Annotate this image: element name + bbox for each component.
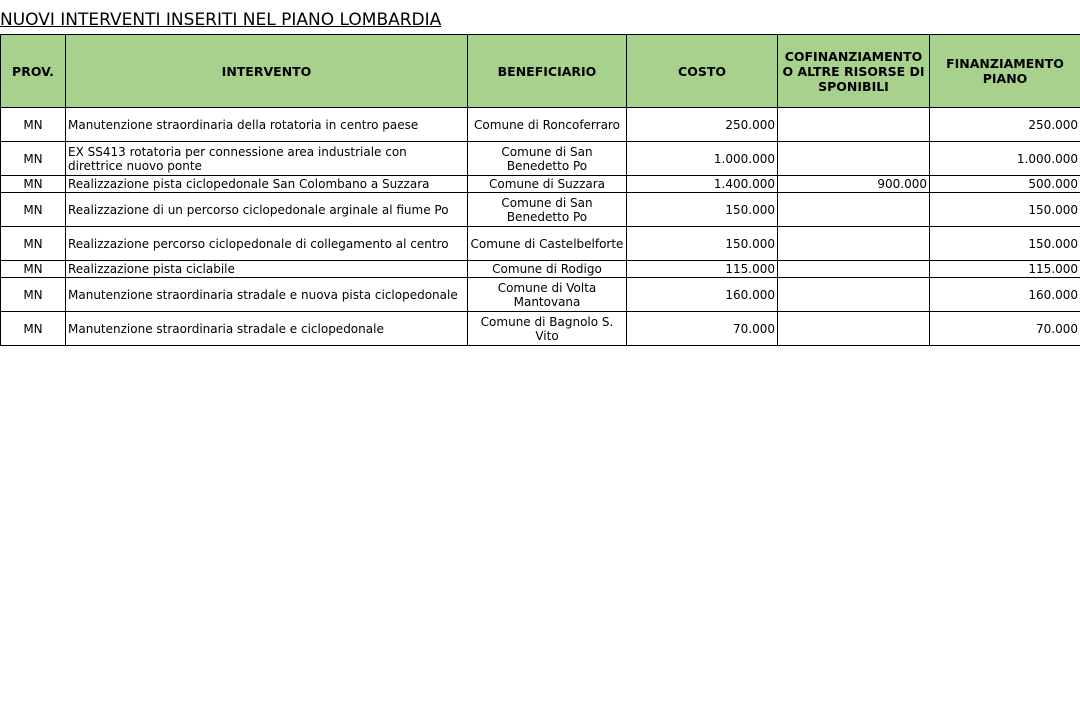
cell-beneficiario: Comune di Castelbelforte — [468, 227, 627, 261]
cell-beneficiario: Comune di Roncoferraro — [468, 108, 627, 142]
cell-beneficiario: Comune di Suzzara — [468, 176, 627, 193]
cell-finanziamento: 1.000.000 — [930, 142, 1080, 176]
cell-finanziamento: 150.000 — [930, 193, 1080, 227]
cell-intervento: Manutenzione straordinaria della rotatoria in centro paese — [66, 108, 468, 142]
cell-prov: MN — [1, 142, 66, 176]
cell-prov: MN — [1, 312, 66, 346]
cell-finanziamento: 160.000 — [930, 278, 1080, 312]
cell-finanziamento: 150.000 — [930, 227, 1080, 261]
cell-intervento: EX SS413 rotatoria per connessione area industriale con direttrice nuovo ponte — [66, 142, 468, 176]
cell-cofinanziamento — [778, 193, 930, 227]
table-row — [1, 142, 1080, 176]
header-intervento: INTERVENTO — [66, 35, 468, 108]
cell-cofinanziamento — [778, 108, 930, 142]
cell-beneficiario: Comune di Bagnolo S. Vito — [468, 312, 627, 346]
cell-cofinanziamento: 900.000 — [778, 176, 930, 193]
page-title: NUOVI INTERVENTI INSERITI NEL PIANO LOMBARDIA — [0, 10, 442, 30]
cell-finanziamento: 250.000 — [930, 108, 1080, 142]
table-row — [1, 176, 1080, 193]
cell-intervento: Realizzazione pista ciclabile — [66, 261, 468, 278]
table-row — [1, 108, 1080, 142]
cell-costo: 160.000 — [627, 278, 778, 312]
cell-cofinanziamento — [778, 261, 930, 278]
table-header-row — [1, 35, 1080, 108]
header-beneficiario: BENEFICIARIO — [468, 35, 627, 108]
cell-prov: MN — [1, 278, 66, 312]
table-row — [1, 278, 1080, 312]
cell-finanziamento: 70.000 — [930, 312, 1080, 346]
cell-costo: 250.000 — [627, 108, 778, 142]
cell-costo: 1.400.000 — [627, 176, 778, 193]
cell-cofinanziamento — [778, 312, 930, 346]
cell-cofinanziamento — [778, 227, 930, 261]
cell-intervento: Manutenzione straordinaria stradale e ciclopedonale — [66, 312, 468, 346]
cell-prov: MN — [1, 108, 66, 142]
header-costo: COSTO — [627, 35, 778, 108]
cell-costo: 150.000 — [627, 227, 778, 261]
cell-cofinanziamento — [778, 142, 930, 176]
header-cofinanziamento: COFINANZIAMENTO O ALTRE RISORSE DISPONIBILI — [778, 35, 930, 108]
cell-prov: MN — [1, 261, 66, 278]
cell-costo: 1.000.000 — [627, 142, 778, 176]
cell-beneficiario: Comune di Rodigo — [468, 261, 627, 278]
cell-prov: MN — [1, 176, 66, 193]
cell-intervento: Realizzazione percorso ciclopedonale di collegamento al centro — [66, 227, 468, 261]
table-row — [1, 261, 1080, 278]
table-row — [1, 193, 1080, 227]
header-prov: PROV. — [1, 35, 66, 108]
cell-beneficiario: Comune di Volta Mantovana — [468, 278, 627, 312]
cell-beneficiario: Comune di San Benedetto Po — [468, 193, 627, 227]
cell-intervento: Realizzazione pista ciclopedonale San Colombano a Suzzara — [66, 176, 468, 193]
cell-prov: MN — [1, 227, 66, 261]
interventions-table — [0, 34, 1080, 346]
cell-beneficiario: Comune di San Benedetto Po — [468, 142, 627, 176]
cell-costo: 150.000 — [627, 193, 778, 227]
cell-intervento: Manutenzione straordinaria stradale e nuova pista ciclopedonale — [66, 278, 468, 312]
cell-intervento: Realizzazione di un percorso ciclopedonale arginale al fiume Po — [66, 193, 468, 227]
cell-costo: 70.000 — [627, 312, 778, 346]
cell-cofinanziamento — [778, 278, 930, 312]
cell-finanziamento: 500.000 — [930, 176, 1080, 193]
cell-costo: 115.000 — [627, 261, 778, 278]
header-finanziamento: FINANZIAMENTO PIANO — [930, 35, 1080, 108]
cell-finanziamento: 115.000 — [930, 261, 1080, 278]
table-row — [1, 227, 1080, 261]
table-row — [1, 312, 1080, 346]
cell-prov: MN — [1, 193, 66, 227]
